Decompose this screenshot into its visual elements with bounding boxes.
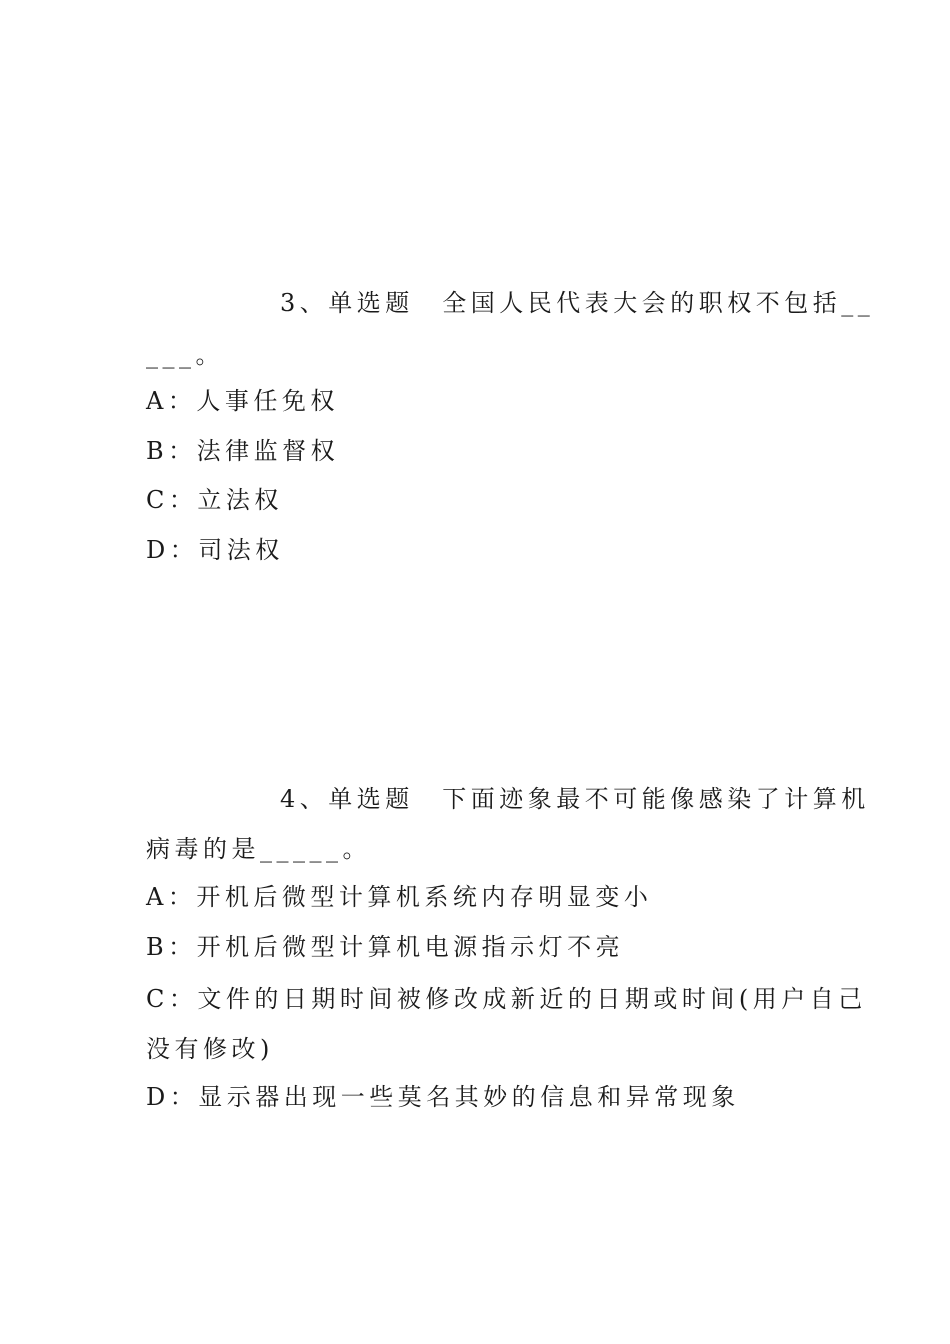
question-3-stem-line2: ___。 — [146, 341, 224, 369]
question-3-option-b: B：法律监督权 — [146, 437, 340, 465]
question-4-option-c-line1: C：文件的日期时间被修改成新近的日期或时间(用户自己 — [146, 985, 867, 1013]
question-3-option-a: A：人事任免权 — [146, 387, 339, 415]
question-4-option-c-line2: 没有修改) — [146, 1035, 274, 1063]
question-4-option-b: B：开机后微型计算机电源指示灯不亮 — [146, 933, 625, 961]
question-4-option-d: D：显示器出现一些莫名其妙的信息和异常现象 — [146, 1083, 740, 1111]
question-3-stem-line1: 3、单选题 全国人民代表大会的职权不包括__ — [280, 289, 875, 317]
question-4-option-a: A：开机后微型计算机系统内存明显变小 — [146, 883, 653, 911]
question-4-stem-line1: 4、单选题 下面迹象最不可能像感染了计算机 — [280, 785, 870, 813]
question-3-option-d: D：司法权 — [146, 536, 284, 564]
question-4-stem-line2: 病毒的是_____。 — [146, 835, 371, 863]
question-3-option-c: C：立法权 — [146, 486, 283, 514]
